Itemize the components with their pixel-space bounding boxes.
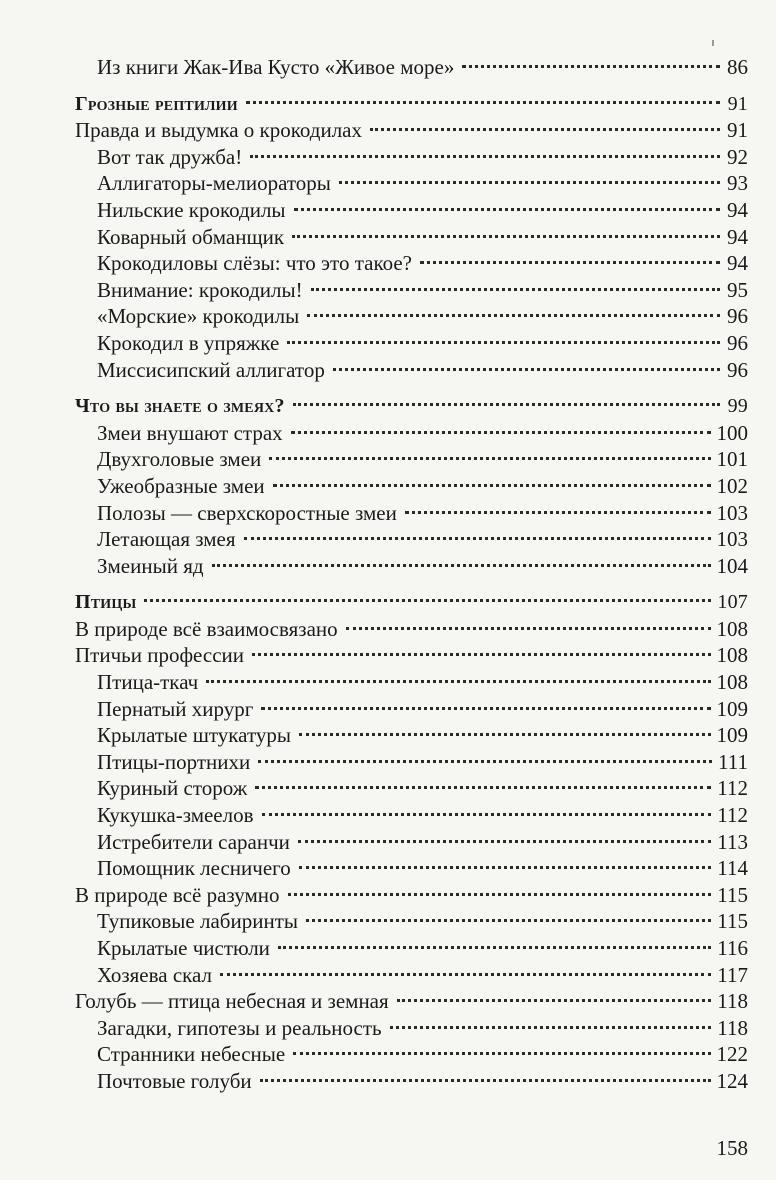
dot-leader [250,155,720,158]
toc-entry-title: Кукушка-змеелов [97,803,254,828]
toc-entry [75,1041,748,1068]
toc-entry-page: 96 [727,357,748,382]
toc-entry [75,696,748,723]
toc-entry-title: Что вы знаете о змеях? [75,395,285,418]
dot-leader [252,653,710,656]
toc-entry-page: 108 [716,643,748,668]
toc-entry [75,500,748,527]
toc-entry-page: 108 [716,616,748,641]
toc-entry-page: 86 [727,55,748,79]
toc-entry-page: 94 [727,251,748,276]
toc-entry-title: Голубь — птица небесная и земная [75,989,389,1014]
dot-leader [293,1052,710,1055]
toc-entry-title: Крокодил в упряжке [97,330,280,355]
toc-entry-page: 102 [716,473,748,498]
dot-leader [306,919,711,922]
toc-entry-page: 96 [727,304,748,329]
toc-entry-title: Коварный обманщик [97,224,285,249]
page-number: 158 [716,1136,748,1160]
toc-entry [75,250,748,277]
dot-leader [339,181,720,184]
toc-entry [75,526,748,553]
toc-entry-page: 118 [717,989,748,1014]
toc-entry [75,1015,748,1042]
toc-entry-title: Крылатые чистюли [97,936,270,960]
toc-entry [75,1068,748,1095]
dot-leader [260,1079,711,1082]
toc-entry-page: 109 [716,723,748,748]
scan-mark [712,40,714,46]
dot-leader [333,368,720,371]
toc-entry-page: 101 [716,447,748,472]
toc-entry [75,420,748,447]
dot-leader [405,511,711,514]
toc-entry-page: 118 [717,1015,748,1040]
toc-entry-page: 103 [716,527,748,552]
toc-entry-page: 115 [717,882,748,907]
toc-entry-page: 122 [716,1042,748,1067]
toc-entry-page: 115 [717,909,748,934]
toc-entry [75,553,748,580]
toc-entry [75,988,748,1015]
toc-entry-title: Грозные рептилии [75,92,238,115]
toc-entry-title: Правда и выдумка о крокодилах [75,118,363,143]
toc-entry [75,197,748,224]
toc-entry-title: В природе всё разумно [75,882,280,907]
toc-entry [75,170,748,197]
dot-leader [291,431,711,434]
toc-entry-page: 117 [717,962,748,987]
table-of-contents [75,54,748,1095]
dot-leader [462,65,720,68]
dot-leader [299,733,711,736]
toc-entry-title: Хозяева скал [97,962,213,987]
dot-leader [311,288,720,291]
toc-entry-title: Двухголовые змеи [97,447,262,472]
toc-entry-title: Крокодиловы слёзы: что это такое? [97,251,412,276]
toc-entry-title: Летающая змея [97,527,236,552]
dot-leader [220,973,711,976]
dot-leader [287,341,720,344]
toc-entry-page: 107 [717,591,748,614]
toc-entry [75,855,748,882]
toc-entry-title: Крылатые штукатуры [97,723,291,748]
toc-entry [75,829,748,856]
toc-entry [75,802,748,829]
toc-entry-title: Помощник лесничего [97,856,291,881]
toc-entry [75,882,748,909]
toc-entry-title: Истребители саранчи [97,829,290,854]
toc-entry-title: Аллигаторы-мелиораторы [97,171,331,196]
toc-entry [75,642,748,669]
toc-entry-page: 104 [716,553,748,578]
toc-entry-title: Из книги Жак-Ива Кусто «Живое море» [97,55,455,79]
dot-leader [292,235,720,238]
toc-entry-title: Нильские крокодилы [97,197,286,222]
toc-entry-page: 111 [718,749,748,774]
dot-leader [370,128,720,131]
dot-leader [298,840,711,843]
toc-entry [75,330,748,357]
dot-leader [244,537,711,540]
dot-leader [258,760,712,763]
toc-entry-page: 95 [727,277,748,302]
dot-leader [255,786,711,789]
toc-entry-title: Птичьи профессии [75,643,245,668]
toc-entry [75,616,748,643]
toc-entry-title: Пернатый хирург [97,696,254,721]
toc-entry-title: Полозы — сверхскоростные змеи [97,500,397,525]
toc-entry-title: Змеи внушают страх [97,420,283,445]
toc-entry [75,117,748,144]
toc-entry-page: 94 [727,197,748,222]
dot-leader [261,707,710,710]
dot-leader [288,893,712,896]
toc-entry [75,962,748,989]
dot-leader [262,813,712,816]
toc-entry-title: Вот так дружба! [97,144,243,169]
dot-leader [246,101,720,104]
dot-leader [299,866,712,869]
toc-entry-page: 94 [727,224,748,249]
toc-entry-page: 91 [727,92,748,115]
toc-entry-page: 93 [727,171,748,196]
toc-entry [75,749,748,776]
toc-entry-page: 100 [716,420,748,445]
toc-entry [75,473,748,500]
toc-entry [75,303,748,330]
dot-leader [206,680,710,683]
toc-entry-page: 99 [727,395,748,418]
toc-entry-page: 114 [717,856,748,881]
dot-leader [278,946,711,949]
toc-entry-title: Куриный сторож [97,776,248,801]
toc-entry-title: Змеиный яд [97,553,204,578]
toc-entry-title: Почтовые голуби [97,1068,252,1093]
toc-entry [75,908,748,935]
toc-entry [75,935,748,962]
toc-entry-page: 113 [717,829,748,854]
dot-leader [269,457,710,460]
toc-entry-title: Птицы-портнихи [97,749,251,774]
toc-entry [75,224,748,251]
toc-entry-title: Птицы [75,591,137,614]
toc-section-heading [75,91,748,118]
toc-entry-title: В природе всё взаимосвязано [75,616,338,641]
dot-leader [273,484,711,487]
dot-leader [346,627,711,630]
toc-entry [75,54,748,81]
toc-entry-page: 108 [716,670,748,695]
toc-entry-page: 91 [727,118,748,143]
dot-leader [144,599,711,602]
toc-entry [75,775,748,802]
dot-leader [307,314,720,317]
toc-entry-page: 103 [716,500,748,525]
toc-entry [75,446,748,473]
toc-entry-title: Птица-ткач [97,670,199,695]
toc-entry [75,722,748,749]
dot-leader [390,1026,712,1029]
toc-entry-page: 124 [716,1068,748,1093]
toc-entry-title: Внимание: крокодилы! [97,277,303,302]
toc-entry [75,669,748,696]
toc-entry-title: Загадки, гипотезы и реальность [97,1015,382,1040]
toc-entry-title: Тупиковые лабиринты [97,909,298,934]
toc-entry-page: 112 [717,776,748,801]
toc-entry-page: 116 [717,936,748,960]
dot-leader [293,403,720,406]
dot-leader [420,261,720,264]
toc-entry [75,277,748,304]
toc-section-heading [75,393,748,420]
toc-entry-page: 96 [727,330,748,355]
toc-entry-title: Странники небесные [97,1042,286,1067]
toc-entry [75,144,748,171]
toc-entry-title: Миссисипский аллигатор [97,357,325,382]
dot-leader [397,999,712,1002]
toc-entry-page: 112 [717,803,748,828]
toc-entry-page: 92 [727,144,748,169]
toc-entry-page: 109 [716,696,748,721]
toc-section-heading [75,589,748,616]
dot-leader [212,564,711,567]
dot-leader [294,208,720,211]
toc-entry [75,357,748,384]
toc-entry-title: «Морские» крокодилы [97,304,300,329]
toc-entry-title: Ужеобразные змеи [97,473,265,498]
